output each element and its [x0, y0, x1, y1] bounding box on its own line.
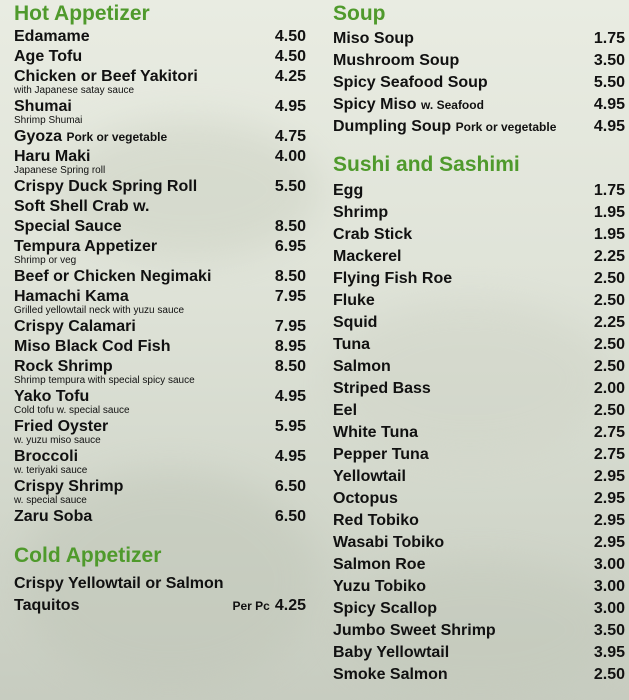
- item-name-text: Mackerel: [333, 248, 402, 265]
- item-name-text: Shrimp: [333, 204, 389, 221]
- item-price: 2.95: [593, 534, 625, 551]
- item-name: [14, 237, 157, 257]
- item-description: Shrimp or veg: [14, 255, 77, 266]
- item-price: 2.50: [593, 336, 625, 353]
- item-name-text: Smoke Salmon: [333, 666, 448, 683]
- item-name: [333, 116, 556, 138]
- item-name-text: Crispy Duck Spring Roll: [14, 178, 198, 195]
- menu-item: [333, 642, 625, 664]
- menu-item: [14, 67, 306, 97]
- item-price: 2.95: [593, 512, 625, 529]
- menu-item: [14, 127, 306, 147]
- menu-item: [14, 387, 306, 417]
- item-name-text: Squid: [333, 314, 378, 331]
- item-price: 2.25: [593, 314, 625, 331]
- item-inline-note: Pork or vegetable: [66, 130, 168, 144]
- item-price: 7.95: [274, 288, 306, 305]
- item-name-text: Jumbo Sweet Shrimp: [333, 622, 496, 639]
- item-name-text: Baby Yellowtail: [333, 644, 450, 661]
- item-name: [14, 67, 198, 87]
- item-name: [14, 47, 82, 67]
- item-price: 4.95: [593, 118, 625, 135]
- item-name: [14, 337, 170, 357]
- menu-item: [333, 268, 625, 290]
- item-price: 4.25: [274, 68, 306, 85]
- item-name: [14, 127, 167, 147]
- menu-item: [14, 357, 306, 387]
- item-price: 4.25: [274, 597, 306, 614]
- item-price: 6.95: [274, 238, 306, 255]
- menu-item: [14, 447, 306, 477]
- menu-item: [333, 72, 625, 94]
- item-price: 8.50: [274, 218, 306, 235]
- item-name: [14, 287, 129, 307]
- menu-item: [333, 444, 625, 466]
- item-price: 5.95: [274, 418, 306, 435]
- item-name-text: Beef or Chicken Negimaki: [14, 268, 212, 285]
- item-name-text: Flying Fish Roe: [333, 270, 453, 287]
- item-name: [14, 97, 72, 117]
- item-name-text: Fried Oyster: [14, 418, 109, 435]
- item-price: 6.50: [274, 478, 306, 495]
- item-name-text: Octopus: [333, 490, 398, 507]
- item-price: 4.95: [274, 448, 306, 465]
- item-description: Japanese Spring roll: [14, 165, 106, 176]
- per-piece-label: Per Pc: [232, 599, 270, 613]
- menu-item: [333, 532, 625, 554]
- item-name-text: Dumpling Soup: [333, 118, 452, 135]
- item-name-text: Yuzu Tobiko: [333, 578, 427, 595]
- item-price: 2.50: [593, 666, 625, 683]
- item-description: Shrimp Shumai: [14, 115, 83, 126]
- item-name-text: Salmon Roe: [333, 556, 426, 573]
- item-name: [333, 664, 448, 686]
- item-price: 6.50: [274, 508, 306, 525]
- item-name: [333, 378, 431, 400]
- item-name: [14, 27, 90, 47]
- menu-item: [333, 664, 625, 686]
- menu-item: [333, 598, 625, 620]
- item-name-text: Mushroom Soup: [333, 52, 460, 69]
- item-price: 5.50: [274, 178, 306, 195]
- menu-item: [333, 422, 625, 444]
- menu-item: [333, 246, 625, 268]
- item-name-text: Miso Black Cod Fish: [14, 338, 171, 355]
- menu-item: [14, 477, 306, 507]
- item-price: 3.00: [593, 578, 625, 595]
- item-description: w. yuzu miso sauce: [14, 435, 101, 446]
- item-name-text: Crispy Calamari: [14, 318, 136, 335]
- sushi-sashimi-list: [333, 180, 625, 686]
- item-name: [333, 94, 484, 116]
- item-name-text: Crispy Shrimp: [14, 478, 124, 495]
- menu-item: [14, 47, 306, 67]
- menu-item: [333, 290, 625, 312]
- item-name-text: Yako Tofu: [14, 388, 90, 405]
- left-column: [14, 0, 306, 617]
- menu-item: [333, 400, 625, 422]
- item-price: 4.50: [274, 28, 306, 45]
- item-price: 8.50: [274, 268, 306, 285]
- menu-item: [333, 180, 625, 202]
- section-title-cold-appetizer: Cold Appetizer: [14, 544, 162, 567]
- item-price: 4.50: [274, 48, 306, 65]
- menu-item: [14, 507, 306, 527]
- menu-item: [14, 287, 306, 317]
- menu-item: [333, 50, 625, 72]
- item-name: [333, 224, 412, 246]
- item-price: 4.95: [274, 98, 306, 115]
- item-name: [14, 197, 149, 217]
- item-name: [333, 268, 452, 290]
- item-price: 5.50: [593, 74, 625, 91]
- item-name: [333, 72, 488, 94]
- item-price: 2.50: [593, 270, 625, 287]
- item-name: [14, 177, 197, 197]
- item-name-text: Edamame: [14, 28, 90, 45]
- item-name: [333, 400, 357, 422]
- item-price: 1.95: [593, 204, 625, 221]
- item-name-text: Special Sauce: [14, 218, 122, 235]
- menu-item: [333, 356, 625, 378]
- menu-item: [14, 27, 306, 47]
- item-price: 2.25: [593, 248, 625, 265]
- item-name: [333, 598, 437, 620]
- menu-item: [14, 197, 306, 217]
- item-name-text: Haru Maki: [14, 148, 91, 165]
- item-price: 3.50: [593, 622, 625, 639]
- item-price: 4.00: [274, 148, 306, 165]
- item-description: w. teriyaki sauce: [14, 465, 88, 476]
- item-name-text: Zaru Soba: [14, 508, 93, 525]
- section-title-sushi-sashimi: Sushi and Sashimi: [333, 153, 520, 176]
- item-name: [333, 202, 388, 224]
- menu-item: [333, 466, 625, 488]
- item-name-text: Broccoli: [14, 448, 79, 465]
- item-name: [333, 180, 363, 202]
- item-name: [14, 507, 92, 527]
- menu-item: [14, 337, 306, 357]
- item-price: 2.50: [593, 292, 625, 309]
- item-name: Crispy Yellowtail or Salmon: [14, 575, 224, 592]
- item-name-text: Spicy Miso: [333, 96, 417, 113]
- menu-item: [333, 378, 625, 400]
- item-price: 2.95: [593, 490, 625, 507]
- item-name: [14, 317, 136, 337]
- item-description: w. special sauce: [14, 495, 87, 506]
- item-price: 4.75: [274, 128, 306, 145]
- item-name: [333, 50, 459, 72]
- item-price: 8.50: [274, 358, 306, 375]
- item-price: 3.00: [593, 556, 625, 573]
- menu-item: [333, 334, 625, 356]
- item-name-text: Egg: [333, 182, 364, 199]
- item-description: with Japanese satay sauce: [14, 85, 135, 96]
- menu-item: [333, 28, 625, 50]
- item-name: [333, 312, 377, 334]
- item-name-text: Spicy Scallop: [333, 600, 438, 617]
- menu-item: [333, 510, 625, 532]
- item-name: [333, 510, 419, 532]
- item-name-text: Miso Soup: [333, 30, 414, 47]
- menu-item: [333, 312, 625, 334]
- item-name: [14, 477, 123, 497]
- section-title-soup: Soup: [333, 2, 386, 25]
- item-name-text: Rock Shrimp: [14, 358, 113, 375]
- item-price: 2.50: [593, 358, 625, 375]
- item-name: [333, 642, 449, 664]
- item-name: [333, 28, 414, 50]
- item-name: [333, 356, 391, 378]
- item-price: 2.75: [593, 424, 625, 441]
- item-name: [333, 532, 444, 554]
- item-price: 2.00: [593, 380, 625, 397]
- hot-appetizer-list: [14, 27, 306, 527]
- item-price: 8.95: [274, 338, 306, 355]
- item-description: Cold tofu w. special sauce: [14, 405, 130, 416]
- item-name: [333, 620, 496, 642]
- item-name-text: Spicy Seafood Soup: [333, 74, 488, 91]
- item-price: 4.95: [593, 96, 625, 113]
- item-name-text: Gyoza: [14, 128, 63, 145]
- menu-item: [14, 417, 306, 447]
- item-name-text: Striped Bass: [333, 380, 431, 397]
- item-name-text: Wasabi Tobiko: [333, 534, 445, 551]
- item-name-text: Salmon: [333, 358, 391, 375]
- item-price: 1.75: [593, 182, 625, 199]
- item-price: 3.95: [593, 644, 625, 661]
- item-price: 2.75: [593, 446, 625, 463]
- item-price: 2.50: [593, 402, 625, 419]
- item-inline-note: Pork or vegetable: [455, 120, 557, 134]
- item-name-text: Tempura Appetizer: [14, 238, 158, 255]
- right-column: [333, 0, 625, 686]
- menu-item: [333, 224, 625, 246]
- item-name: [14, 417, 108, 437]
- menu-item: [333, 620, 625, 642]
- item-price: 7.95: [274, 318, 306, 335]
- item-name-text: Eel: [333, 402, 358, 419]
- item-name-text: Pepper Tuna: [333, 446, 429, 463]
- item-name-text: Fluke: [333, 292, 375, 309]
- item-name: [333, 246, 402, 268]
- item-name: [333, 488, 398, 510]
- menu-item: [333, 116, 625, 138]
- item-name: [14, 147, 90, 167]
- item-name: [333, 444, 429, 466]
- item-name-text: Age Tofu: [14, 48, 83, 65]
- item-name: [14, 267, 211, 287]
- menu-item: [333, 488, 625, 510]
- item-name-text: White Tuna: [333, 424, 419, 441]
- item-price: 3.00: [593, 600, 625, 617]
- menu-item: [14, 573, 306, 617]
- section-title-hot-appetizer: Hot Appetizer: [14, 2, 150, 25]
- item-name: [14, 357, 113, 377]
- menu-item: [14, 217, 306, 237]
- item-description: Shrimp tempura with special spicy sauce: [14, 375, 195, 386]
- item-name: [14, 217, 122, 237]
- item-name: [333, 334, 370, 356]
- item-name: [14, 447, 78, 467]
- menu-item: [14, 97, 306, 127]
- item-name: Taquitos: [14, 597, 80, 614]
- item-price: 4.95: [274, 388, 306, 405]
- item-description: Grilled yellowtail neck with yuzu sauce: [14, 305, 185, 316]
- item-name: [333, 554, 425, 576]
- menu-item: [14, 237, 306, 267]
- menu-item: [14, 147, 306, 177]
- item-name-text: Soft Shell Crab w.: [14, 198, 150, 215]
- item-price: 1.75: [593, 30, 625, 47]
- item-name: [333, 466, 406, 488]
- item-price: 2.95: [593, 468, 625, 485]
- item-name: [333, 290, 375, 312]
- item-name: [14, 387, 89, 407]
- menu-item: [14, 317, 306, 337]
- item-name-text: Hamachi Kama: [14, 288, 129, 305]
- menu-item: [333, 576, 625, 598]
- item-name-text: Yellowtail: [333, 468, 406, 485]
- item-inline-note: w. Seafood: [421, 98, 484, 112]
- item-name-text: Chicken or Beef Yakitori: [14, 68, 198, 85]
- item-name-text: Crab Stick: [333, 226, 413, 243]
- item-name-text: Tuna: [333, 336, 371, 353]
- menu-item: [14, 177, 306, 197]
- item-price: 1.95: [593, 226, 625, 243]
- menu-item: [333, 554, 625, 576]
- item-name: [333, 576, 426, 598]
- menu-item: [333, 202, 625, 224]
- item-name-text: Red Tobiko: [333, 512, 419, 529]
- item-name: [333, 422, 418, 444]
- item-price: 3.50: [593, 52, 625, 69]
- item-name-text: Shumai: [14, 98, 72, 115]
- soup-list: [333, 28, 625, 138]
- menu-item: [14, 267, 306, 287]
- menu-item: [333, 94, 625, 116]
